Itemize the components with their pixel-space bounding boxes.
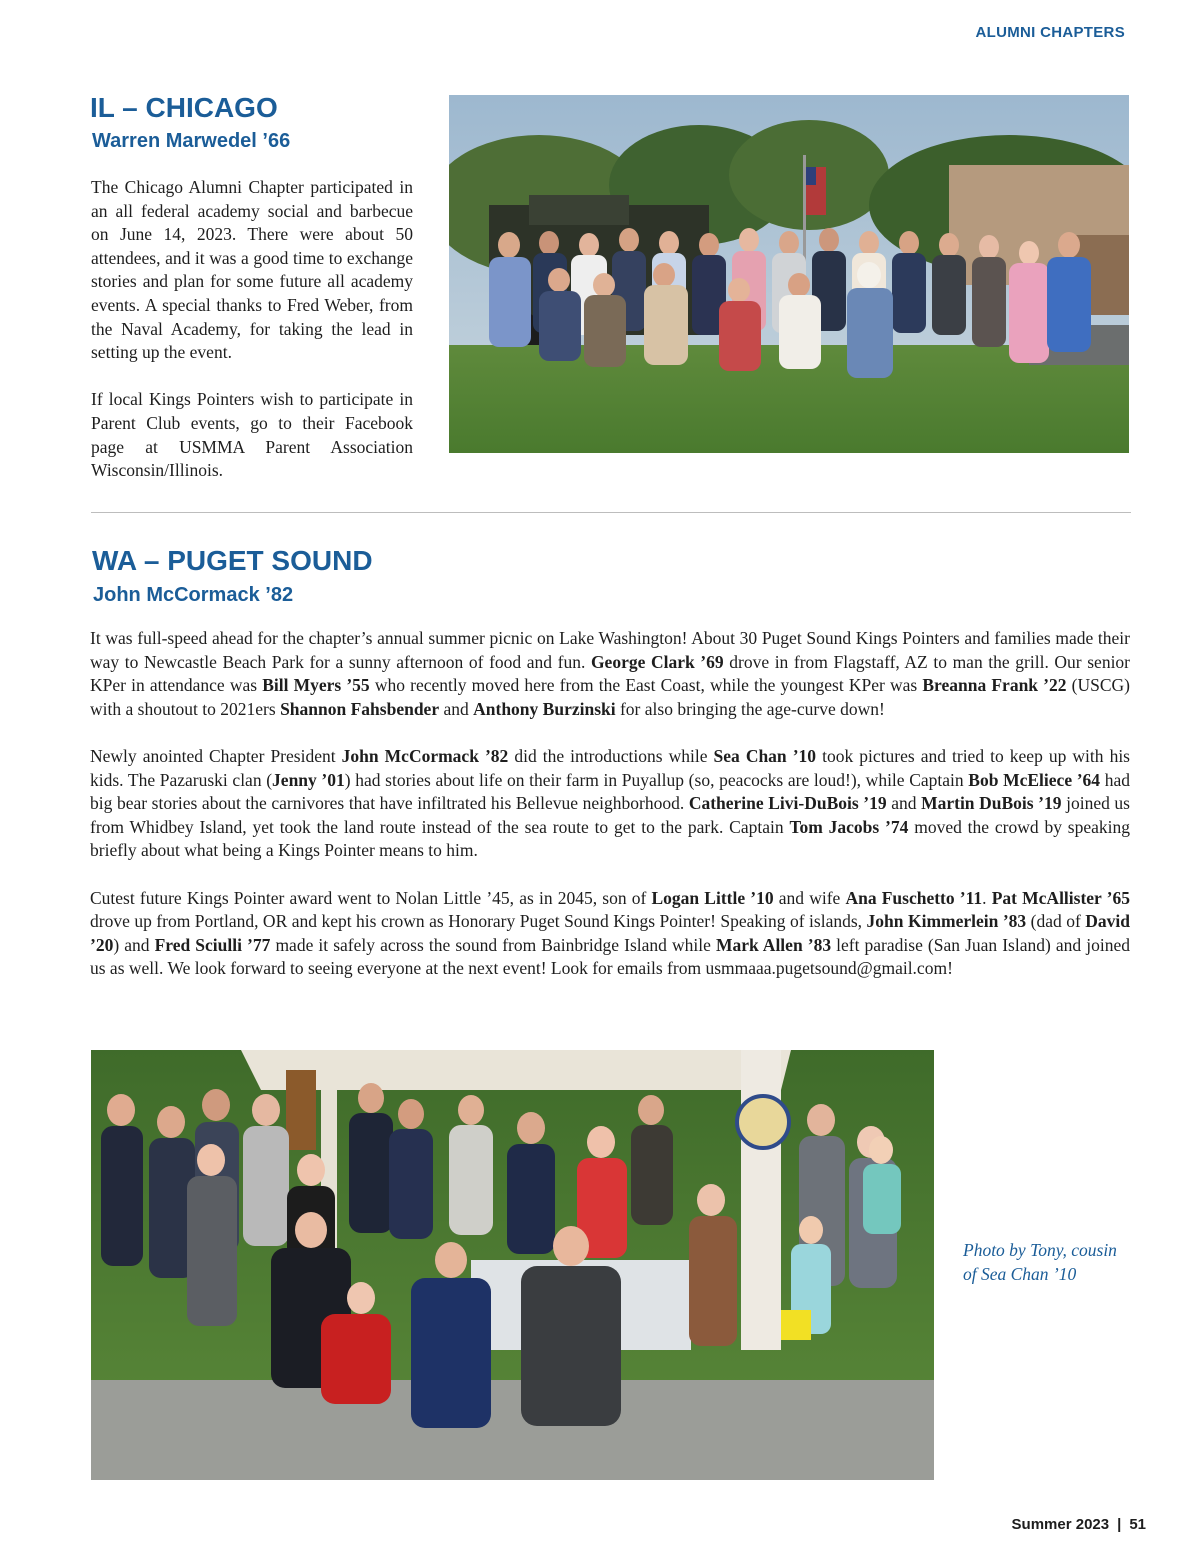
page-footer (1012, 1516, 1146, 1533)
text-run: (dad of (1026, 911, 1086, 932)
section-label: ALUMNI CHAPTERS (975, 24, 1125, 41)
text-run: made it safely across the sound from Bainbridge Island while (270, 934, 716, 955)
name-bold: Jenny ’01 (272, 769, 345, 790)
text-run: and wife (773, 887, 846, 908)
text-run: had big bear stories about the carnivores that have infiltrated his Bellevue neighborhood. (90, 769, 1130, 814)
section-divider (91, 512, 1131, 513)
puget-sound-group-photo (91, 1050, 934, 1480)
name-bold: Shannon Fahsbender (280, 698, 440, 719)
name-bold: Martin DuBois ’19 (921, 793, 1062, 814)
text-run: . (982, 887, 992, 908)
name-bold: John McCormack ’82 (341, 745, 509, 766)
name-bold: Tom Jacobs ’74 (789, 816, 909, 837)
issue-label: Summer 2023 (1011, 1516, 1110, 1533)
chicago-paragraph: The Chicago Alumni Chapter participated in an all federal academy social and barbecue on June 14, 2023. There were about 50 attendees, and it was a good time to exchange stories and plan for some future all academy events. A special thanks to Fred Weber, from the Naval Academy, for taking the lead in setting up the event. (91, 177, 413, 363)
text-run: ) had stories about life on their farm in Puyallup (so, peacocks are loud!), while Captain (344, 769, 969, 790)
puget-photo-illustration (91, 1050, 934, 1480)
text-run: and (439, 698, 474, 719)
text-run: joined us from Whidbey Island, yet took the land route instead of the sea route to get to the park. Captain (90, 793, 1130, 837)
puget-author: John McCormack ’82 (93, 584, 294, 606)
name-bold: Ana Fuschetto ’11 (845, 887, 983, 908)
puget-section-title: WA – PUGET SOUND (92, 545, 373, 576)
chicago-article-body (91, 176, 413, 506)
chicago-group-photo (449, 95, 1129, 453)
name-bold: Anthony Burzinski (473, 698, 616, 719)
text-run: who recently moved here from the East Coast, while the youngest KPer was (369, 675, 923, 696)
name-bold: Catherine Livi-DuBois ’19 (688, 793, 887, 814)
page-number: 51 (1129, 1516, 1146, 1533)
name-bold: Breanna Frank ’22 (922, 675, 1067, 696)
puget-paragraph-2 (90, 745, 1130, 863)
text-run: drove up from Portland, OR and kept his crown as Honorary Puget Sound Kings Pointer! Speaking of islands, (90, 911, 867, 932)
photo-caption: Photo by Tony, cousin of Sea Chan ’10 (963, 1240, 1117, 1284)
name-bold: Logan Little ’10 (651, 887, 774, 908)
name-bold: Mark Allen ’83 (715, 934, 832, 955)
text-run: Newly anointed Chapter President (90, 745, 342, 766)
text-run: took pictures and tried to keep up with his kids. The Pazaruski clan ( (90, 745, 1130, 790)
puget-paragraph-3 (90, 887, 1130, 981)
text-run: left paradise (San Juan Island) and joined us as well. We look forward to seeing everyone at the next event! Look for emails from usmmaaa.pugetsound@gmail.com! (90, 934, 1130, 979)
name-bold: Bob McEliece ’64 (968, 769, 1101, 790)
chicago-section-title: IL – CHICAGO (90, 92, 278, 123)
puget-paragraph-1 (90, 627, 1130, 721)
name-bold: Sea Chan ’10 (713, 745, 817, 766)
text-run: drove in from Flagstaff, AZ to man the grill. Our senior KPer in attendance was (90, 651, 1131, 696)
text-run: It was full-speed ahead for the chapter’s annual summer picnic on Lake Washington! About 30 Puget Sound Kings Pointers and families made their way to Newcastle Beach Park for a sunny afternoon of food and fun. (90, 628, 1130, 672)
footer-separator: | (1117, 1516, 1122, 1533)
name-bold: George Clark ’69 (590, 651, 724, 672)
name-bold: John Kimmerlein ’83 (866, 911, 1027, 932)
text-run: Cutest future Kings Pointer award went to Nolan Little ’45, as in 2045, son of (90, 887, 652, 908)
text-run: (USCG) with a shoutout to 2021ers (90, 675, 1130, 719)
chicago-photo-illustration (449, 95, 1129, 453)
chicago-paragraph: If local Kings Pointers wish to participate in Parent Club events, go to their Facebook page at USMMA Parent Association Wisconsin/Illinois. (91, 389, 413, 481)
name-bold: Bill Myers ’55 (262, 675, 370, 696)
text-run: for also bringing the age-curve down! (615, 698, 885, 719)
name-bold: Pat McAllister ’65 (991, 887, 1130, 908)
puget-article-body (90, 627, 1130, 1005)
name-bold: David ’20 (90, 911, 1130, 955)
text-run: ) and (113, 934, 155, 955)
name-bold: Fred Sciulli ’77 (154, 934, 271, 955)
text-run: moved the crowd by speaking briefly about what being a Kings Pointer means to him. (90, 816, 1130, 861)
text-run: and (886, 793, 922, 814)
text-run: did the introductions while (508, 745, 714, 766)
chicago-author: Warren Marwedel ’66 (92, 130, 291, 152)
